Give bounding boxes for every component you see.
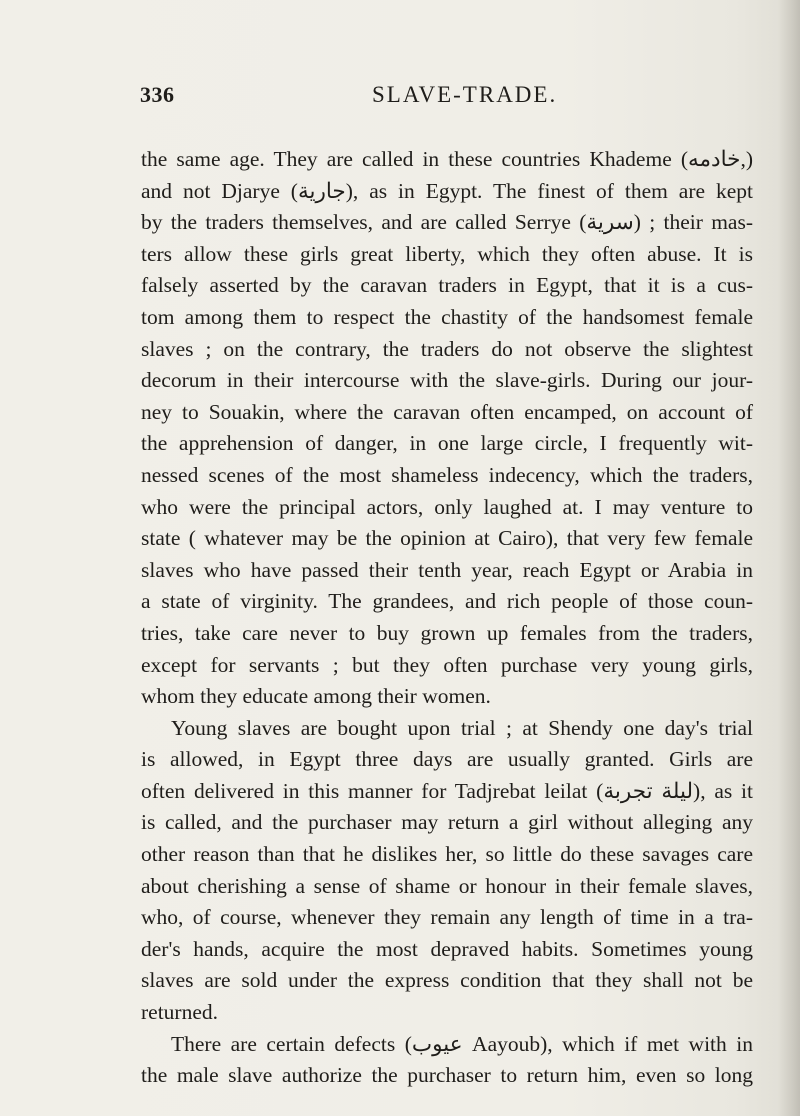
text-line: ters allow these girls great liberty, which they often abuse. It is [141, 241, 753, 266]
page-edge-shadow [778, 0, 800, 1116]
text-line: by the traders themselves, and are called Serrye (سرية) ; their mas- [141, 210, 753, 235]
text-line: and not Djarye (جارية), as in Egypt. The finest of them are kept [141, 178, 753, 203]
body-text [141, 144, 753, 1092]
text-line: slaves are sold under the express condition that they shall not be [141, 968, 753, 993]
text-line: ney to Souakin, where the caravan often encamped, on account of [141, 399, 753, 424]
running-title: SLAVE-TRADE. [372, 82, 558, 107]
text-line: about cherishing a sense of shame or honour in their female slaves, [141, 873, 753, 898]
text-line: returned. [141, 1000, 219, 1025]
text-line: other reason than that he dislikes her, so little do these savages care [141, 842, 753, 867]
text-line: state ( whatever may be the opinion at Cairo), that very few female [141, 526, 753, 551]
text-line: tom among them to respect the chastity of the handsomest female [141, 304, 753, 329]
text-line: whom they educate among their women. [141, 684, 491, 709]
text-line: often delivered in this manner for Tadjrebat leilat (ليلة تجربة), as it [141, 778, 753, 803]
text-line: a state of virginity. The grandees, and rich people of those coun- [141, 589, 753, 614]
text-line: falsely asserted by the caravan traders in Egypt, that it is a cus- [141, 273, 753, 298]
page-number: 336 [140, 82, 175, 107]
text-line: who, of course, whenever they remain any length of time in a tra- [141, 905, 753, 930]
text-line: der's hands, acquire the most depraved habits. Sometimes young [141, 936, 753, 961]
text-line: slaves ; on the contrary, the traders do not observe the slightest [141, 336, 753, 361]
text-line: nessed scenes of the most shameless indecency, which the traders, [141, 462, 753, 487]
text-line: the same age. They are called in these countries Khademe (خادمه,) [141, 147, 753, 171]
text-line: slaves who have passed their tenth year, reach Egypt or Arabia in [141, 557, 753, 582]
text-line: the apprehension of danger, in one large circle, I frequently wit- [141, 431, 753, 456]
text-line: tries, take care never to buy grown up females from the traders, [141, 620, 753, 645]
text-line: who were the principal actors, only laughed at. I may venture to [141, 494, 753, 519]
text-line: except for servants ; but they often purchase very young girls, [141, 652, 753, 677]
text-line: Young slaves are bought upon trial ; at Shendy one day's trial [171, 715, 753, 740]
text-line: the male slave authorize the purchaser to return him, even so long [141, 1063, 753, 1088]
running-head [140, 82, 740, 122]
text-line: is allowed, in Egypt three days are usually granted. Girls are [141, 747, 753, 772]
text-line: decorum in their intercourse with the slave-girls. During our jour- [141, 368, 753, 393]
text-line: is called, and the purchaser may return a girl without alleging any [141, 810, 753, 835]
text-line: There are certain defects (عيوب Aayoub), which if met with in [171, 1031, 754, 1056]
